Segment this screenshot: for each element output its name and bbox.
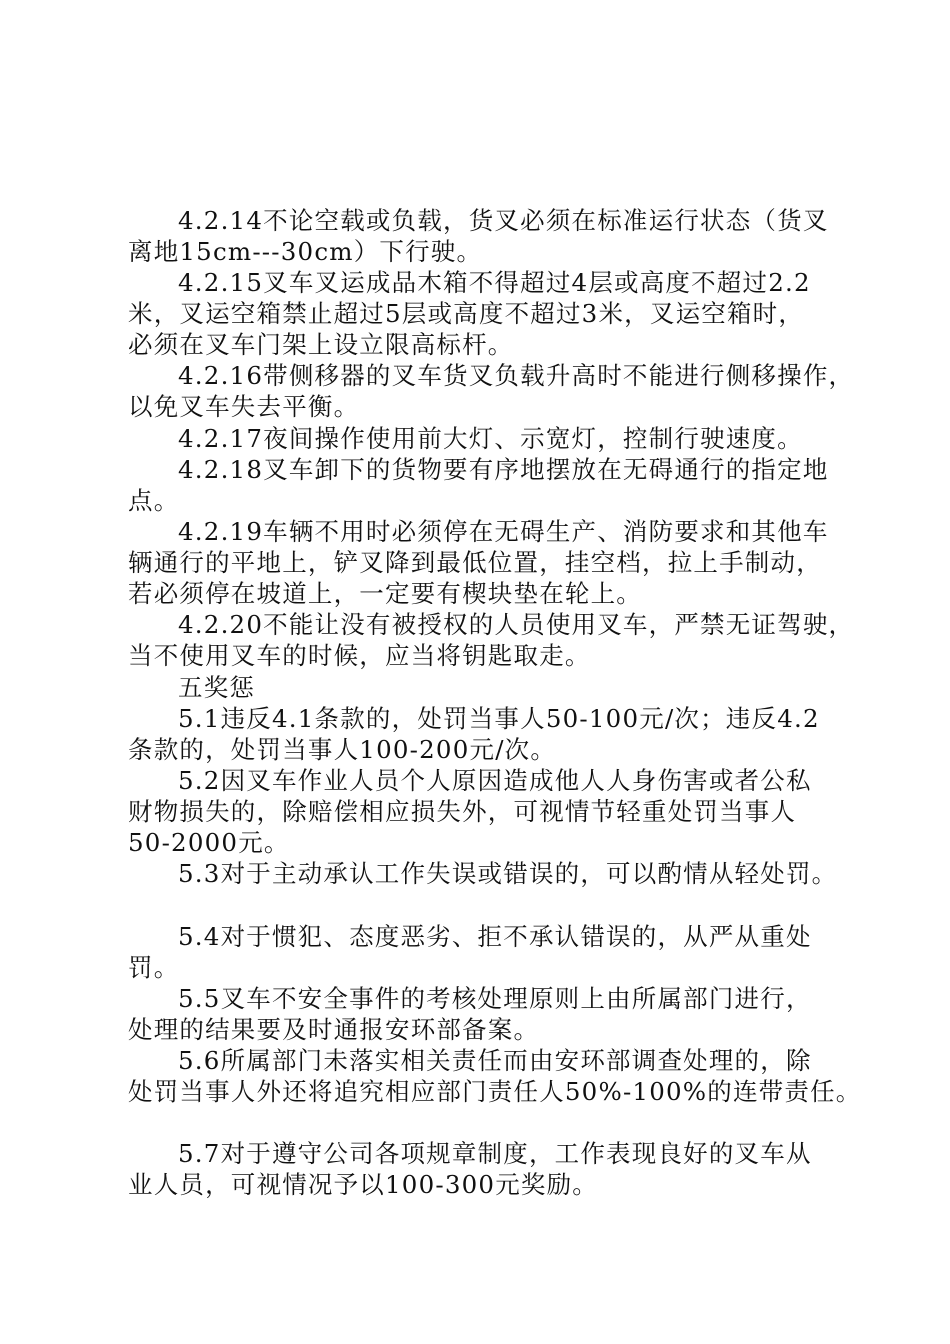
paragraph-5-5-line-1: 5.5叉车不安全事件的考核处理原则上由所属部门进行， (178, 984, 812, 1013)
paragraph-5-2-line-1: 5.2因叉车作业人员个人原因造成他人人身伤害或者公私 (178, 766, 812, 795)
paragraph-4-2-18-line-2: 点。 (128, 486, 180, 515)
paragraph-4-2-19-line-1: 4.2.19车辆不用时必须停在无碍生产、消防要求和其他车 (178, 517, 829, 546)
paragraph-5-5-line-2: 处理的结果要及时通报安环部备案。 (128, 1015, 540, 1044)
paragraph-5-4-line-1: 5.4对于惯犯、态度恶劣、拒不承认错误的，从严从重处 (178, 922, 812, 951)
paragraph-4-2-18-line-1: 4.2.18叉车卸下的货物要有序地摆放在无碍通行的指定地 (178, 455, 829, 484)
paragraph-4-2-15-line-1: 4.2.15叉车叉运成品木箱不得超过4层或高度不超过2.2 (178, 268, 811, 297)
paragraph-5-4-line-2: 罚。 (128, 953, 180, 982)
paragraph-4-2-16-line-1: 4.2.16带侧移器的叉车货叉负载升高时不能进行侧移操作， (178, 361, 855, 390)
paragraph-5-7-line-2: 业人员，可视情况予以100-300元奖励。 (128, 1170, 599, 1199)
paragraph-5-1-line-2: 条款的，处罚当事人100-200元/次。 (128, 735, 557, 764)
paragraph-5-1-line-1: 5.1违反4.1条款的，处罚当事人50-100元/次；违反4.2 (178, 704, 820, 733)
paragraph-5-7-line-1: 5.7对于遵守公司各项规章制度，工作表现良好的叉车从 (178, 1139, 812, 1168)
paragraph-4-2-20-line-2: 当不使用叉车的时候，应当将钥匙取走。 (128, 641, 591, 670)
paragraph-4-2-14-line-2: 离地15cm---30cm）下行驶。 (128, 237, 483, 266)
paragraph-5-2-line-3: 50-2000元。 (128, 828, 290, 857)
paragraph-4-2-19-line-3: 若必须停在坡道上，一定要有楔块垫在轮上。 (128, 579, 642, 608)
paragraph-4-2-17-line-1: 4.2.17夜间操作使用前大灯、示宽灯，控制行驶速度。 (178, 424, 803, 453)
paragraph-4-2-19-line-2: 辆通行的平地上，铲叉降到最低位置，挂空档，拉上手制动， (128, 548, 822, 577)
section-5-heading: 五奖惩 (178, 673, 256, 702)
paragraph-5-6-line-1: 5.6所属部门未落实相关责任而由安环部调查处理的，除 (178, 1046, 812, 1075)
paragraph-5-3-line-1: 5.3对于主动承认工作失误或错误的，可以酌情从轻处罚。 (178, 859, 838, 888)
paragraph-5-2-line-2: 财物损失的，除赔偿相应损失外，可视情节轻重处罚当事人 (128, 797, 797, 826)
paragraph-4-2-16-line-2: 以免叉车失去平衡。 (128, 392, 360, 421)
paragraph-4-2-15-line-2: 米，叉运空箱禁止超过5层或高度不超过3米，叉运空箱时， (128, 299, 805, 328)
paragraph-5-6-line-2: 处罚当事人外还将追究相应部门责任人50%-100%的连带责任。 (128, 1077, 862, 1106)
paragraph-4-2-15-line-3: 必须在叉车门架上设立限高标杆。 (128, 330, 514, 359)
paragraph-4-2-20-line-1: 4.2.20不能让没有被授权的人员使用叉车，严禁无证驾驶， (178, 610, 855, 639)
paragraph-4-2-14-line-1: 4.2.14不论空载或负载，货叉必须在标准运行状态（货叉 (178, 206, 829, 235)
